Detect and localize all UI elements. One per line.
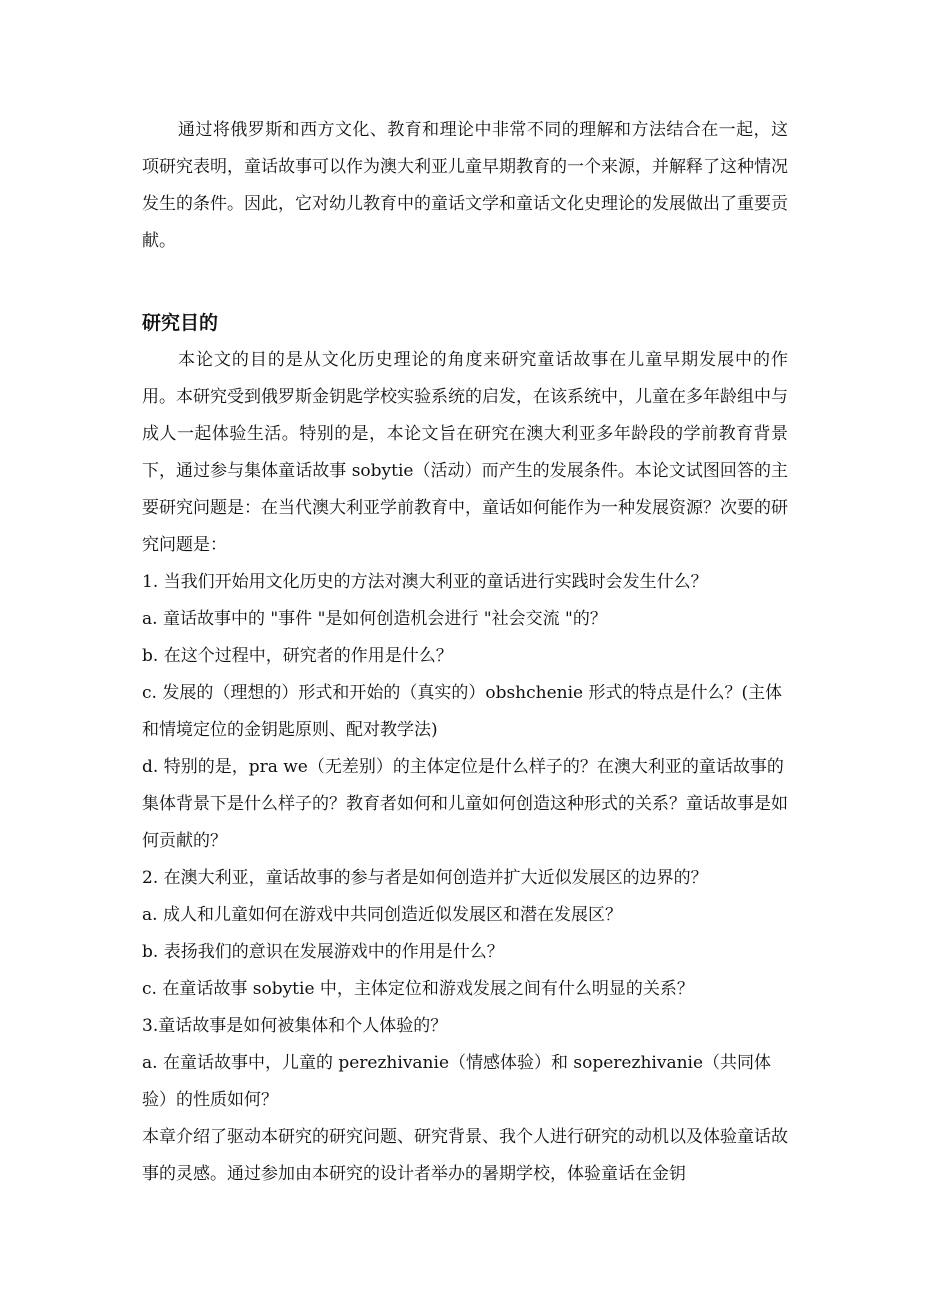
list-item: c. 在童话故事 sobytie 中，主体定位和游戏发展之间有什么明显的关系？	[142, 979, 694, 999]
question-list	[142, 564, 788, 1119]
section-heading: 研究目的	[142, 312, 219, 334]
list-item: 3.童话故事是如何被集体和个人体验的？	[142, 1016, 448, 1036]
list-item: 1. 当我们开始用文化历史的方法对澳大利亚的童话进行实践时会发生什么？	[142, 572, 708, 592]
section-heading-wrap	[142, 308, 788, 338]
section-paragraph: 本论文的目的是从文化历史理论的角度来研究童话故事在儿童早期发展中的作用。本研究受到俄罗斯金钥匙学校实验系统的启发，在该系统中，儿童在多年龄组中与成人一起体验生活。特别的是，本论文旨在研究在澳大利亚多年龄段的学前教育背景下，通过参与集体童话故事 sobytie（活动）而产生的发展条件。本论文试图回答的主要研究问题是：在当代澳大利亚学前教育中，童话如何能作为一种发展资源？次要的研究问题是：	[142, 350, 788, 555]
closing-paragraph: 本章介绍了驱动本研究的研究问题、研究背景、我个人进行研究的动机以及体验童话故事的灵感。通过参加由本研究的设计者举办的暑期学校，体验童话在金钥	[142, 1127, 788, 1184]
list-item: b. 在这个过程中，研究者的作用是什么？	[142, 646, 453, 666]
list-item: d. 特别的是，pra we（无差别）的主体定位是什么样子的？在澳大利亚的童话故事的集体背景下是什么样子的？教育者如何和儿童如何创造这种形式的关系？童话故事是如何贡献的？	[142, 757, 788, 851]
intro-section	[142, 112, 788, 260]
list-item: b. 表扬我们的意识在发展游戏中的作用是什么？	[142, 942, 504, 962]
list-item: a. 在童话故事中，儿童的 perezhivanie（情感体验）和 soperezhivanie（共同体验）的性质如何？	[142, 1053, 772, 1110]
list-item: 2. 在澳大利亚，童话故事的参与者是如何创造并扩大近似发展区的边界的？	[142, 868, 708, 888]
intro-paragraph: 通过将俄罗斯和西方文化、教育和理论中非常不同的理解和方法结合在一起，这项研究表明，童话故事可以作为澳大利亚儿童早期教育的一个来源，并解释了这种情况发生的条件。因此，它对幼儿教育中的童话文学和童话文化史理论的发展做出了重要贡献。	[142, 120, 788, 251]
document-page	[142, 112, 788, 1193]
list-item: c. 发展的（理想的）形式和开始的（真实的）obshchenie 形式的特点是什么？(主体和情境定位的金钥匙原则、配对教学法)	[142, 683, 783, 740]
list-item: a. 童话故事中的 "事件 "是如何创造机会进行 "社会交流 "的？	[142, 609, 607, 629]
list-item: a. 成人和儿童如何在游戏中共同创造近似发展区和潜在发展区？	[142, 905, 622, 925]
